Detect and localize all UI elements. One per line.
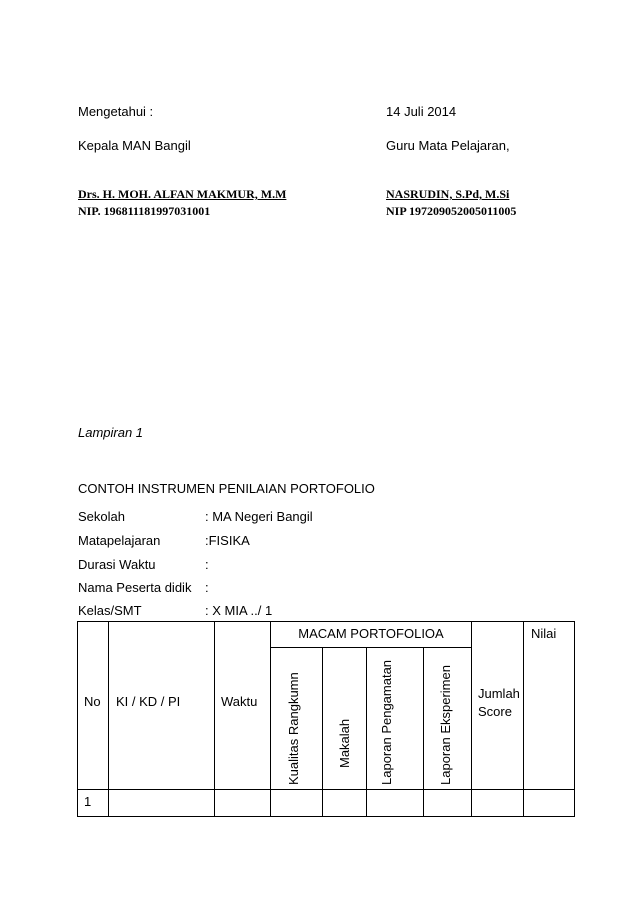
header-jumlah-score	[472, 622, 524, 790]
headmaster-name: Drs. H. MOH. ALFAN MAKMUR, M.M	[78, 187, 287, 201]
info-label: Nama Peserta didik	[78, 580, 192, 595]
info-value: :	[205, 580, 209, 595]
row-no-cell	[78, 790, 109, 817]
headmaster-nip: NIP. 196811181997031001	[78, 204, 211, 218]
approval-label: Mengetahui :	[78, 104, 154, 119]
signature-date: 14 Juli 2014	[386, 104, 457, 119]
header-macam-portofolio-label: MACAM PORTOFOLIOA	[298, 626, 444, 641]
row-cell	[109, 790, 215, 817]
header-laporan-eksperimen	[424, 648, 472, 790]
header-laporan-pengamatan	[367, 648, 424, 790]
table-row	[78, 790, 575, 817]
info-label: Kelas/SMT	[78, 603, 142, 618]
document-title: CONTOH INSTRUMEN PENILAIAN PORTOFOLIO	[78, 481, 375, 496]
info-value: :	[205, 557, 209, 572]
header-no-label: No	[84, 694, 101, 709]
header-ki-kd-pi-label: KI / KD / PI	[116, 694, 181, 709]
row-cell	[472, 790, 524, 817]
header-waktu-label: Waktu	[221, 694, 258, 709]
header-makalah	[323, 648, 367, 790]
info-label: Durasi Waktu	[78, 557, 156, 572]
header-jumlah-label: Jumlah	[478, 686, 520, 701]
header-score-label: Score	[478, 704, 512, 719]
row-cell	[367, 790, 424, 817]
portfolio-table	[77, 621, 575, 817]
appendix-label: Lampiran 1	[78, 425, 144, 440]
header-waktu	[215, 622, 271, 790]
header-no	[78, 622, 109, 790]
headmaster-title: Kepala MAN Bangil	[78, 138, 191, 153]
header-kualitas-rangkuman	[271, 648, 323, 790]
header-laporan-eksperimen-label: Laporan Eksperimen	[438, 665, 453, 785]
info-label: Matapelajaran	[78, 533, 161, 548]
row-cell	[271, 790, 323, 817]
header-laporan-pengamatan-label: Laporan Pengamatan	[379, 659, 394, 785]
info-value: : X MIA ../ 1	[205, 603, 273, 618]
header-kualitas-rangkuman-label: Kualitas Rangkumn	[286, 672, 301, 785]
info-value: : MA Negeri Bangil	[205, 509, 313, 524]
info-label: Sekolah	[78, 509, 125, 524]
row-cell	[524, 790, 575, 817]
row-cell	[424, 790, 472, 817]
header-macam-portofolio	[271, 622, 472, 648]
header-nilai	[524, 622, 575, 790]
row-cell	[215, 790, 271, 817]
teacher-name: NASRUDIN, S.Pd, M.Si	[386, 187, 510, 201]
info-value: :FISIKA	[205, 533, 250, 548]
header-ki-kd-pi	[109, 622, 215, 790]
teacher-title: Guru Mata Pelajaran,	[386, 138, 510, 153]
row-cell	[323, 790, 367, 817]
header-nilai-label: Nilai	[531, 626, 557, 641]
row-no: 1	[84, 794, 92, 809]
header-makalah-label: Makalah	[337, 718, 352, 768]
teacher-nip: NIP 197209052005011005	[386, 204, 517, 218]
